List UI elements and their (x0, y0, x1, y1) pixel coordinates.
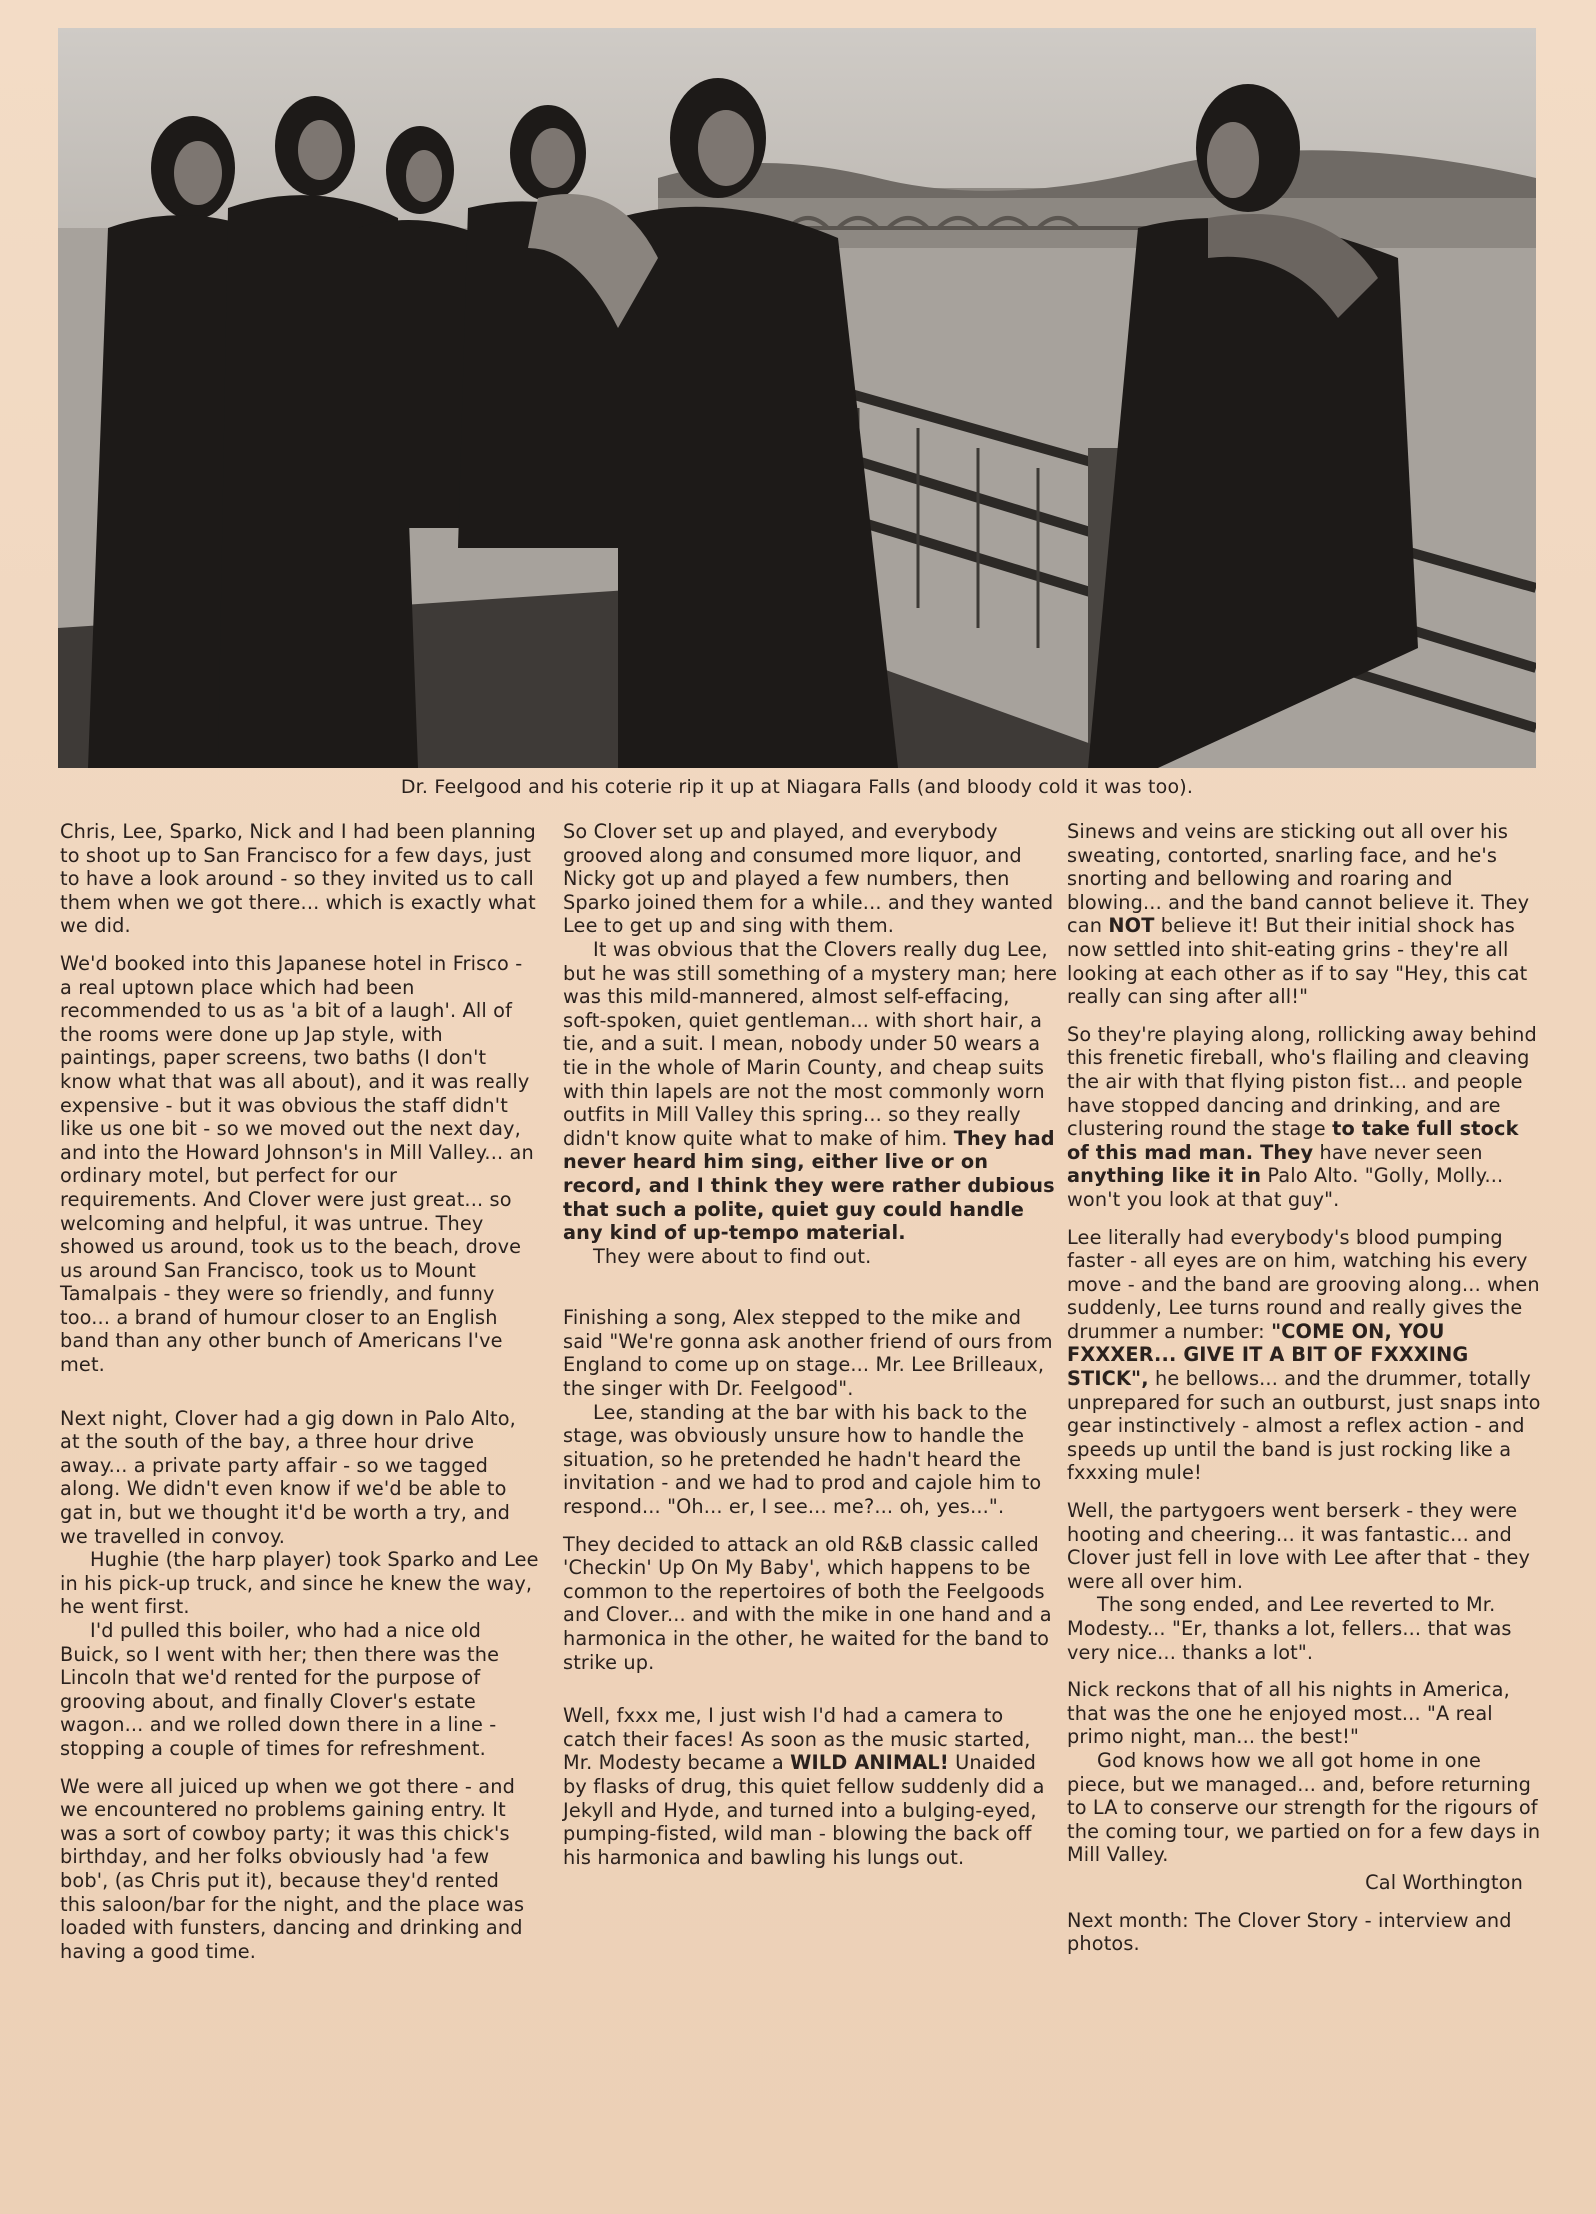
paragraph (563, 938, 1058, 1245)
paragraph: They decided to attack an old R&B classic called 'Checkin' Up On My Baby', which happens to be common to the repertoires of both the Feelgoods and Clover... and with the mike in one hand and a harmonica in the other, he waited for the band to strike up. (563, 1532, 1052, 1674)
text-run: Lee literally had everybody's blood pumping faster - all eyes are on him, watching his every move - and the band are grooving along... when suddenly, Lee turns round and really gives the drummer a number: (1067, 1225, 1540, 1343)
band-photo (58, 28, 1536, 768)
paragraph: Hughie (the harp player) took Sparko and Lee in his pick-up truck, and since he knew the way, he went first. (60, 1548, 539, 1619)
paragraph: I'd pulled this boiler, who had a nice old Buick, so I went with her; then there was the Lincoln that we'd rented for the purpose of grooving about, and finally Clover's estate wagon... and we rolled down there in a line - stopping a couple of times for refreshment. (60, 1619, 500, 1760)
text-run: he bellows... and the drummer, totally unprepared for such an outburst, just snaps into gear instinctively - almost a reflex action - and speeds up until the band is just rocking like a fxxxing mule! (1067, 1367, 1541, 1485)
paragraph (1067, 820, 1541, 1009)
text-run: Unaided by flasks of drug, this quiet fellow suddenly did a Jekyll and Hyde, and turned into a bulging-eyed, pumping-fisted, wild man - blowing the back off his harmonica and bawling his lungs out. (563, 1751, 1045, 1869)
paragraph: We were all juiced up when we got there - and we encountered no problems gaining entry. It was a sort of cowboy party; it was this chick's birthday, and her folks obviously had 'a few bob', (as Chris put it), because they'd rented this saloon/bar for the night, and the place was loaded with funsters, dancing and drinking and having a good time. (60, 1774, 525, 1963)
text-run: believe it! But their initial shock has now settled into shit-eating grins - they're all looking at each other as if to say "Hey, this cat really can sing after all!" (1067, 914, 1528, 1009)
paragraph: Nick reckons that of all his nights in America, that was the one he enjoyed most... "A real primo night, man... the best!" (1067, 1678, 1510, 1749)
article-column-3 (1067, 820, 1541, 1970)
text-run: Well, fxxx me, I just wish I'd had a camera to catch their faces! (563, 1704, 1004, 1751)
text-run: have never seen (1319, 1140, 1483, 1164)
text-run: It was obvious that the Clovers really dug Lee, but he was still something of a mystery man; here was this mild-mannered, almost self-effacing, soft-spoken, quiet gentleman... with short hair, a tie, and a suit. I mean, nobody under 50 wears a tie in the whole of Marin County, and cheap suits with thin lapels are not the most commonly worn outfits in Mill Valley this spring... so they really didn't know quite what to make of him. (563, 937, 1058, 1150)
paragraph: Chris, Lee, Sparko, Nick and I had been planning to shoot up to San Francisco for a few days, just to have a look around - so they invited us to call them when we got there... which is exactly what we did. (60, 820, 536, 938)
text-run: Palo Alto. "Golly, Molly... won't you look at that guy". (1067, 1164, 1504, 1211)
paragraph: Next night, Clover had a gig down in Palo Alto, at the south of the bay, a three hour drive away... a private party affair - so we tagged along. We didn't even know if we'd be able to gat in, but we thought it'd be worth a try, and we travelled in convoy. (60, 1406, 516, 1548)
paragraph: God knows how we all got home in one piece, but we managed... and, before returning to LA to conserve our strength for the rigours of the coming tour, we partied on for a few days in Mill Valley. (1067, 1748, 1541, 1867)
photo-illustration (58, 28, 1536, 768)
paragraph: Finishing a song, Alex stepped to the mike and said "We're gonna ask another friend of ours from England to come up on stage... Mr. Lee Brilleaux, the singer with Dr. Feelgood". (563, 1306, 1053, 1401)
paragraph (1067, 1226, 1541, 1486)
paragraph: So Clover set up and played, and everybody grooved along and consumed more liquor, and Nicky got up and played a few numbers, then Sparko joined them for a while... and they wanted Lee to get up and sing with them. (563, 820, 1054, 938)
text-run: Sinews and veins are sticking out all over his sweating, contorted, snarling face, and he's snorting and bellowing and roaring and blowing... and the band cannot believe it. They can (1067, 820, 1530, 938)
bold-text: anything like it in (1067, 1164, 1262, 1188)
paragraph: Lee, standing at the bar with his back to the stage, was obviously unsure how to handle the situation, so he pretended he hadn't heard the invitation - and we had to prod and cajole him to respond... "Oh... er, I see... me?... oh, yes...". (563, 1400, 1042, 1519)
article-column-1 (60, 820, 540, 1977)
paragraph (563, 1704, 1058, 1869)
article-column-2 (563, 820, 1058, 1883)
bold-text: NOT (1108, 914, 1155, 938)
paragraph: The song ended, and Lee reverted to Mr. Modesty... "Er, thanks a lot, fellers... that was very nice... thanks a lot". (1067, 1593, 1512, 1664)
bold-text: They had never heard him sing, either live or on record, and I think they were rather dubious that such a polite, quiet guy could handle any kind of up-tempo material. (563, 1126, 1055, 1245)
bold-text: WILD ANIMAL! (790, 1751, 949, 1775)
paragraph: They were about to find out. (593, 1244, 872, 1268)
bold-text: "COME ON, YOU FXXXER... GIVE IT A BIT OF FXXXING STICK", (1067, 1319, 1469, 1391)
text-run: So they're playing along, rollicking away behind this frenetic fireball, who's flailing and cleaving the air with that flying piston fist... and people have stopped dancing and drinking, and are clustering round the stage (1067, 1022, 1537, 1141)
author-signature: Cal Worthington (1365, 1870, 1523, 1894)
paragraph: Well, the partygoers went berserk - they were hooting and cheering... it was fantastic... and Clover just fell in love with Lee after that - they were all over him. (1067, 1499, 1531, 1593)
photo-caption: Dr. Feelgood and his coterie rip it up at Niagara Falls (and bloody cold it was too). (400, 776, 1194, 798)
tree-line (658, 150, 1536, 198)
next-month-note: Next month: The Clover Story - interview and photos. (1067, 1908, 1512, 1956)
paragraph (1067, 1023, 1541, 1212)
bold-text: to take full stock of this mad man. They (1067, 1117, 1519, 1164)
paragraph: We'd booked into this Japanese hotel in Frisco - a real uptown place which had been recommended to us as 'a bit of a laugh'. All of the rooms were done up Jap style, with paintings, paper screens, two baths (I don't know what that was all about), and it was really expensive - but it was obvious the staff didn't like us one bit - so we moved out the next day, and into the Howard Johnson's in Mill Valley... an ordinary motel, but perfect for our requirements. And Clover were just great... so welcoming and helpful, it was untrue. They showed us around, took us to the beach, drove us around San Francisco, took us to Mount Tamalpais - they were so friendly, and funny too... a brand of humour closer to an English band than any other bunch of Americans I've met. (60, 951, 534, 1377)
text-run: As soon as the music started, Mr. Modesty became a (563, 1727, 1031, 1775)
